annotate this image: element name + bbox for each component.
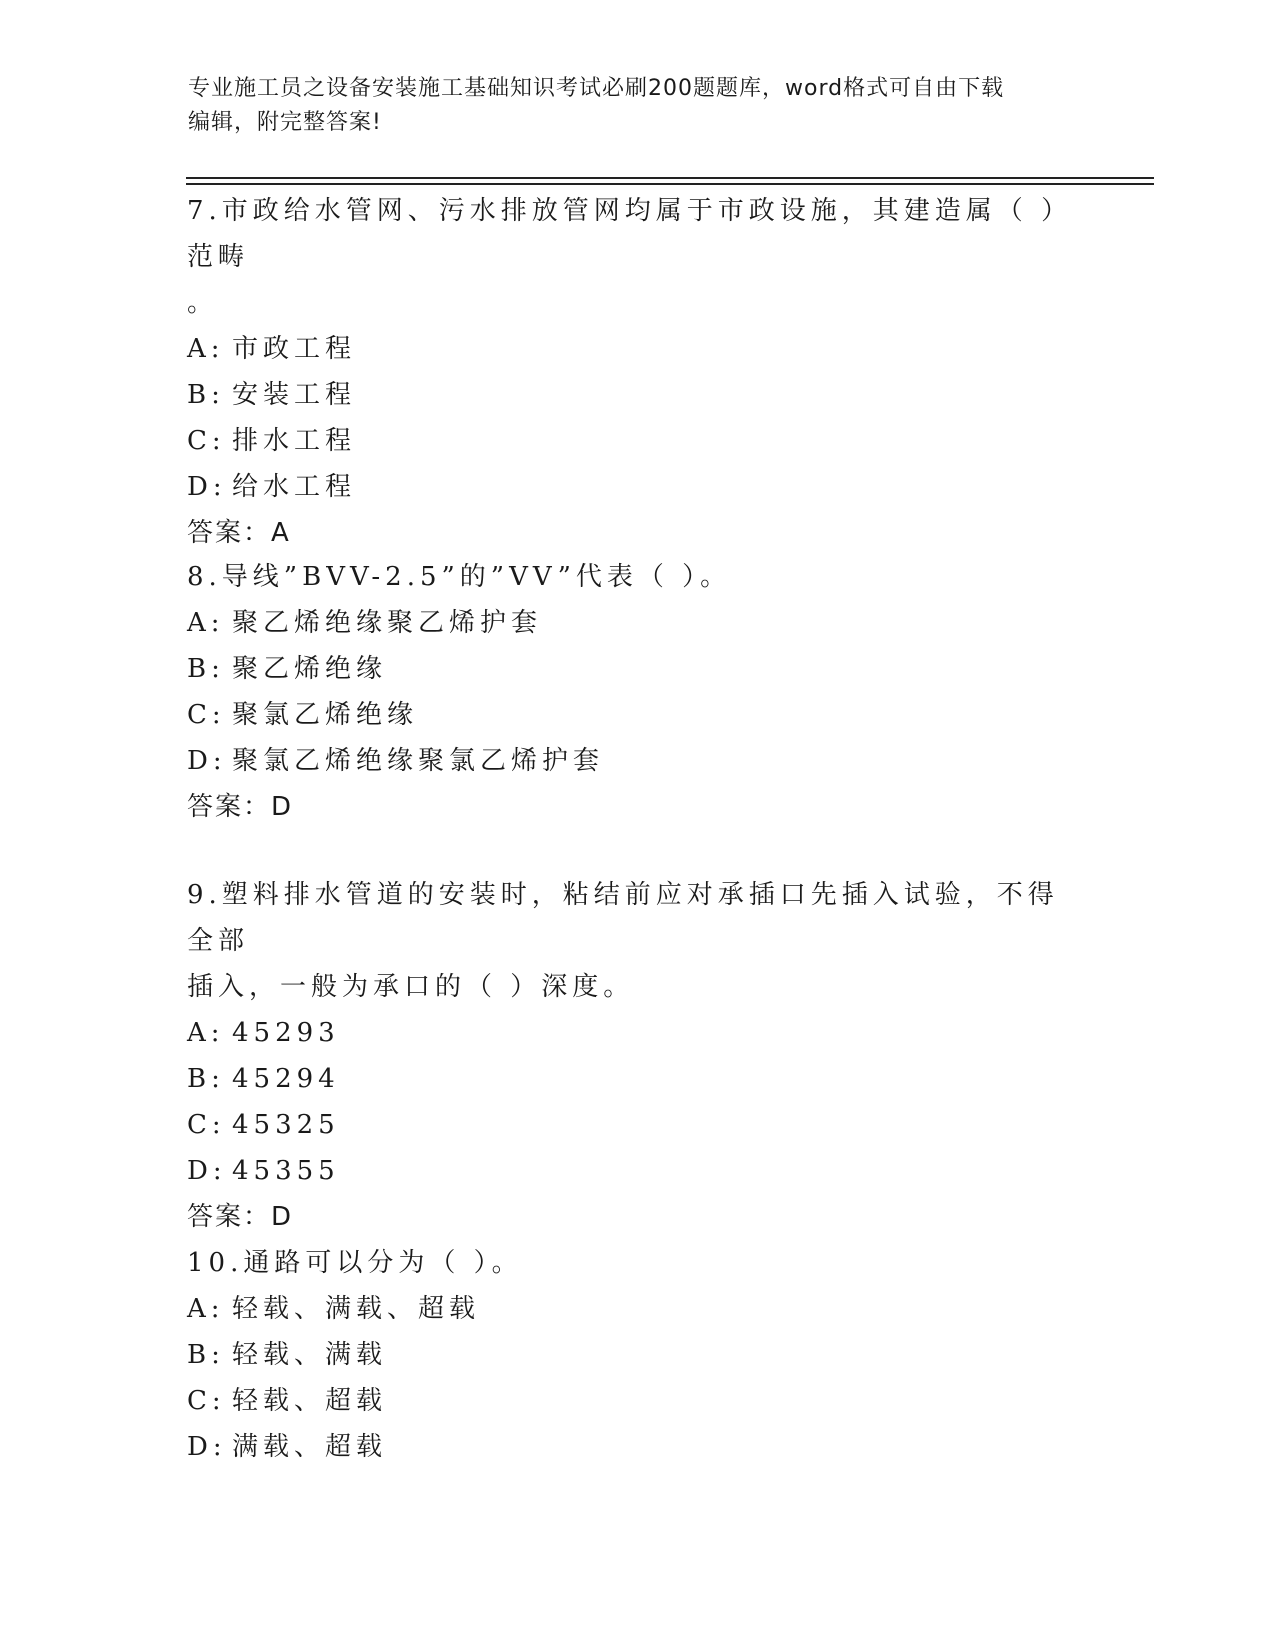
option-c — [187, 418, 1087, 464]
option-c — [187, 1102, 1087, 1148]
option-c — [187, 692, 1087, 738]
question-8 — [187, 554, 1087, 830]
option-text: 聚氯乙烯绝缘 — [232, 700, 419, 730]
option-d — [187, 738, 1087, 784]
option-key: A: — [187, 1294, 225, 1324]
option-a — [187, 326, 1087, 372]
option-key: A: — [187, 608, 225, 638]
option-text: 45325 — [232, 1110, 340, 1140]
question-stem-continued: 。 — [187, 288, 219, 318]
option-text: 聚乙烯绝缘聚乙烯护套 — [232, 608, 543, 638]
option-d — [187, 1424, 1087, 1470]
answer-line: 答案：D — [187, 792, 294, 822]
option-key: D: — [187, 1156, 227, 1186]
option-key: C: — [187, 700, 226, 730]
option-key: D: — [187, 746, 227, 776]
option-text: 排水工程 — [232, 426, 357, 456]
option-key: C: — [187, 426, 226, 456]
option-text: 45355 — [232, 1156, 340, 1186]
option-a — [187, 1010, 1087, 1056]
header-divider-bottom — [186, 183, 1154, 185]
option-d — [187, 464, 1087, 510]
option-text: 轻载、超载 — [232, 1386, 388, 1416]
option-key: C: — [187, 1110, 226, 1140]
option-text: 轻载、满载 — [232, 1340, 388, 1370]
option-key: B: — [187, 1064, 225, 1094]
option-key: B: — [187, 1340, 225, 1370]
option-b — [187, 1056, 1087, 1102]
option-a — [187, 600, 1087, 646]
question-stem: 10.通路可以分为（ ）。 — [187, 1248, 523, 1278]
answer-line: 答案：D — [187, 1202, 294, 1232]
option-text: 满载、超载 — [232, 1432, 388, 1462]
option-text: 45294 — [232, 1064, 340, 1094]
option-b — [187, 646, 1087, 692]
option-text: 市政工程 — [232, 334, 357, 364]
option-a — [187, 1286, 1087, 1332]
option-key: B: — [187, 654, 225, 684]
option-text: 45293 — [232, 1018, 340, 1048]
question-9 — [187, 872, 1087, 1240]
option-key: A: — [187, 334, 225, 364]
question-stem: 7.市政给水管网、污水排放管网均属于市政设施，其建造属（ ）范畴 — [187, 196, 1073, 272]
option-text: 聚乙烯绝缘 — [232, 654, 388, 684]
header-divider-top — [186, 177, 1154, 179]
option-key: D: — [187, 472, 227, 502]
option-c — [187, 1378, 1087, 1424]
question-stem: 8.导线”BVV-2.5”的”VV”代表（ ）。 — [187, 562, 732, 592]
question-stem-continued: 插入，一般为承口的（ ）深度。 — [187, 972, 635, 1002]
option-key: B: — [187, 380, 225, 410]
option-text: 安装工程 — [232, 380, 357, 410]
header-line-1: 专业施工员之设备安装施工基础知识考试必刷200题题库，word格式可自由下载 — [188, 76, 1005, 101]
option-text: 给水工程 — [232, 472, 357, 502]
option-d — [187, 1148, 1087, 1194]
question-10 — [187, 1240, 1087, 1470]
question-7 — [187, 188, 1087, 556]
option-key: D: — [187, 1432, 227, 1462]
answer-line: 答案：A — [187, 518, 291, 548]
option-key: C: — [187, 1386, 226, 1416]
option-text: 聚氯乙烯绝缘聚氯乙烯护套 — [232, 746, 605, 776]
question-stem: 9.塑料排水管道的安装时，粘结前应对承插口先插入试验，不得全部 — [187, 880, 1059, 956]
option-key: A: — [187, 1018, 225, 1048]
document-header — [188, 72, 1088, 140]
header-line-2: 编辑，附完整答案! — [188, 110, 382, 135]
option-b — [187, 1332, 1087, 1378]
option-text: 轻载、满载、超载 — [232, 1294, 481, 1324]
option-b — [187, 372, 1087, 418]
